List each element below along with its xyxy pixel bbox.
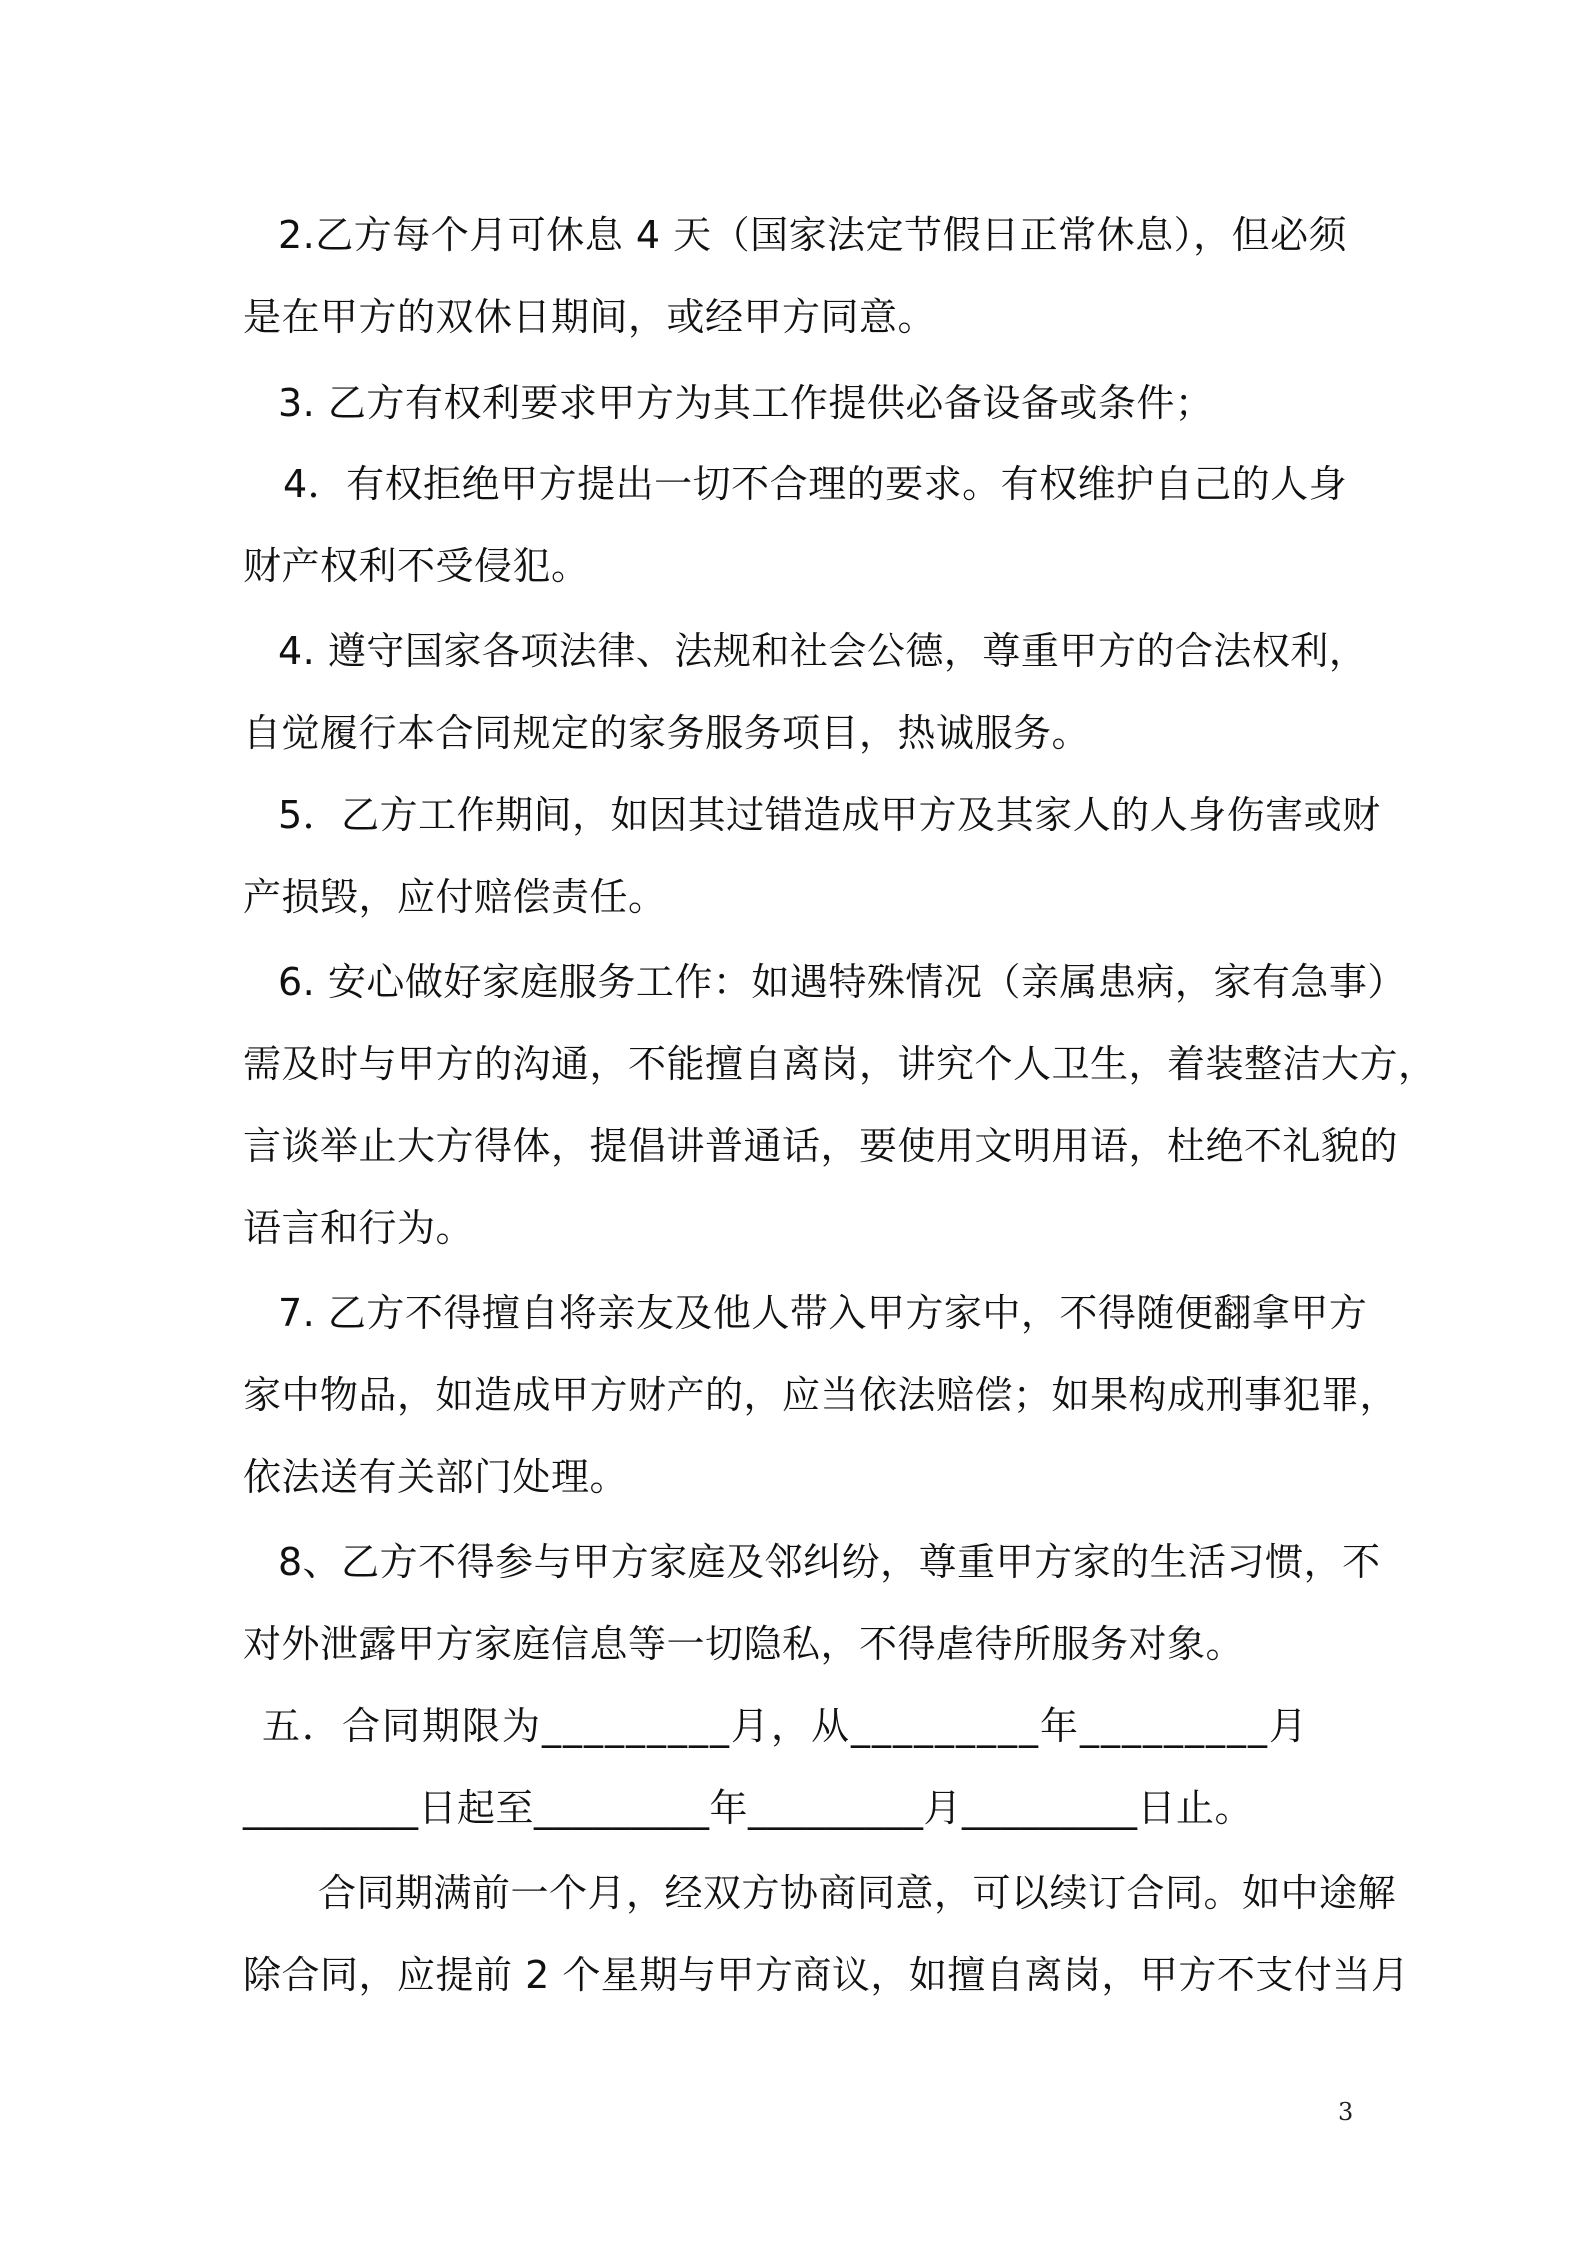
clause-3-line-1: 3. 乙方有权利要求甲方为其工作提供必备设备或条件； bbox=[278, 381, 1214, 425]
clause-2-line-2: 是在甲方的双休日期间，或经甲方同意。 bbox=[243, 295, 937, 339]
contract-term-line-2: _________日起至_________年_________月_________日止。 bbox=[243, 1786, 1254, 1830]
clause-7-line-3: 依法送有关部门处理。 bbox=[243, 1455, 629, 1499]
contract-term-line-1: 五．合同期限为_________月，从_________年_________月 bbox=[262, 1704, 1310, 1748]
page-number: 3 bbox=[1338, 2098, 1354, 2126]
clause-4b-line-1: 4. 遵守国家各项法律、法规和社会公德，尊重甲方的合法权利， bbox=[278, 629, 1368, 673]
clause-7-line-1: 7. 乙方不得擅自将亲友及他人带入甲方家中，不得随便翻拿甲方 bbox=[278, 1291, 1368, 1335]
renewal-line-2: 除合同，应提前 2 个星期与甲方商议，如擅自离岗，甲方不支付当月 bbox=[243, 1953, 1410, 1997]
clause-4a-line-2: 财产权利不受侵犯。 bbox=[243, 544, 590, 588]
clause-4b-line-2: 自觉履行本合同规定的家务服务项目，热诚服务。 bbox=[243, 711, 1091, 755]
clause-8-line-1: 8、乙方不得参与甲方家庭及邻纠纷，尊重甲方家的生活习惯，不 bbox=[278, 1540, 1381, 1584]
clause-6-line-4: 语言和行为。 bbox=[243, 1206, 475, 1250]
clause-8-line-2: 对外泄露甲方家庭信息等一切隐私，不得虐待所服务对象。 bbox=[243, 1622, 1245, 1666]
renewal-line-1: 合同期满前一个月，经双方协商同意，可以续订合同。如中途解 bbox=[318, 1871, 1397, 1915]
clause-7-line-2: 家中物品，如造成甲方财产的，应当依法赔偿；如果构成刑事犯罪， bbox=[243, 1373, 1399, 1417]
clause-6-line-2: 需及时与甲方的沟通，不能擅自离岗，讲究个人卫生，着装整洁大方， bbox=[243, 1042, 1437, 1086]
clause-2-line-1: 2.乙方每个月可休息 4 天（国家法定节假日正常休息），但必须 bbox=[278, 213, 1348, 257]
clause-5-line-1: 5．乙方工作期间，如因其过错造成甲方及其家人的人身伤害或财 bbox=[278, 793, 1381, 837]
clause-4a-line-1: 4．有权拒绝甲方提出一切不合理的要求。有权维护自己的人身 bbox=[283, 462, 1348, 506]
clause-5-line-2: 产损毁，应付赔偿责任。 bbox=[243, 875, 667, 919]
clause-6-line-1: 6. 安心做好家庭服务工作：如遇特殊情况（亲属患病，家有急事） bbox=[278, 960, 1406, 1004]
clause-6-line-3: 言谈举止大方得体，提倡讲普通话，要使用文明用语，杜绝不礼貌的 bbox=[243, 1124, 1399, 1168]
